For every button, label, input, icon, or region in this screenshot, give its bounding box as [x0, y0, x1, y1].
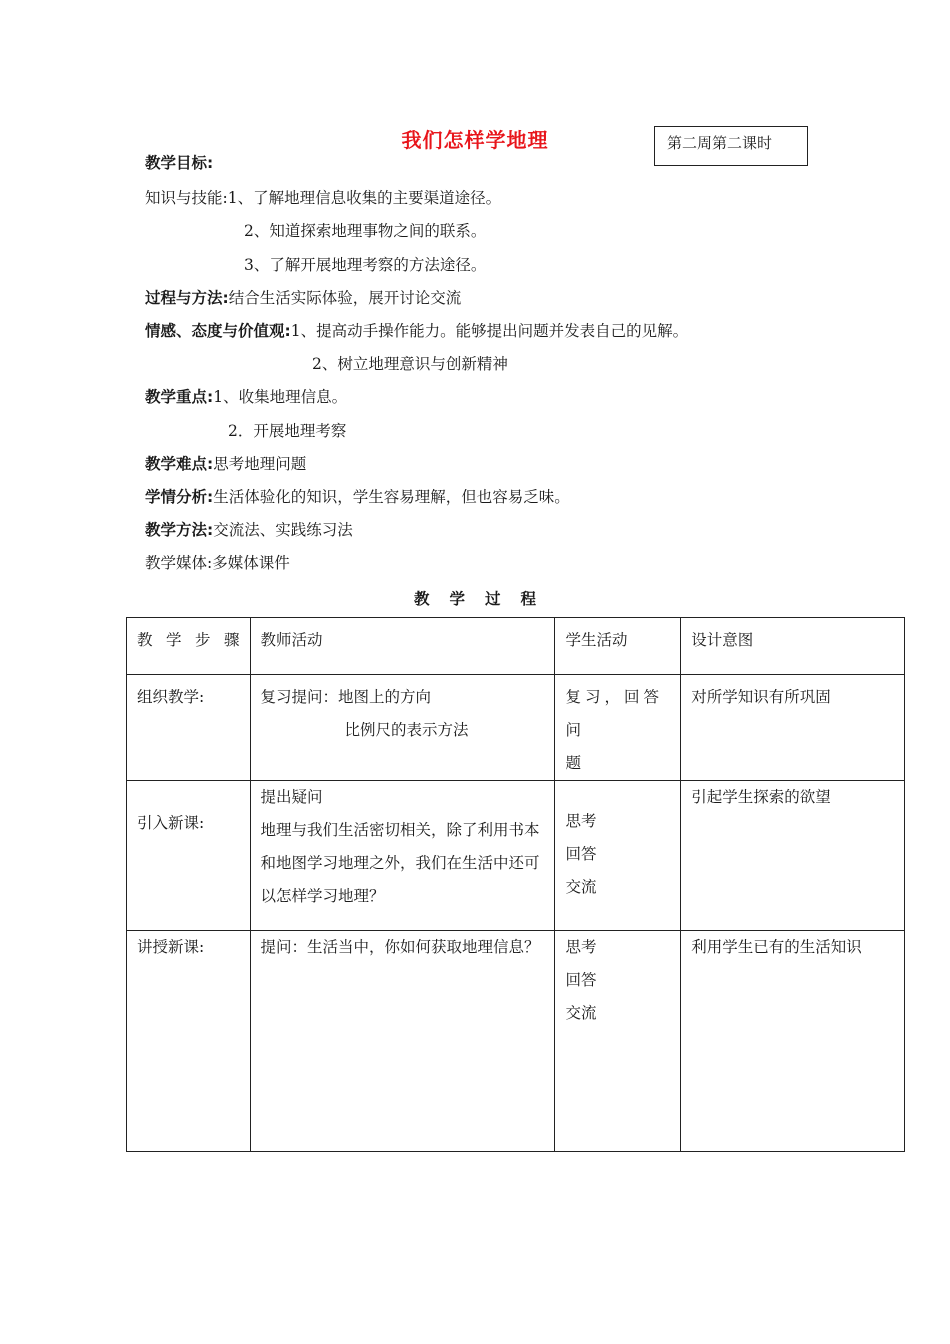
header-char: 教 [137, 631, 153, 649]
analysis-text: 生活体验化的知识，学生容易理解，但也容易乏味。 [213, 488, 570, 506]
title-char: 教 [413, 590, 430, 608]
method-line [145, 520, 353, 540]
analysis-line [145, 487, 570, 507]
header-char: 步 [195, 631, 211, 649]
analysis-label: 学情分析: [145, 488, 214, 506]
header-char: 骤 [224, 631, 240, 649]
table-row [127, 781, 905, 931]
title-char: 程 [520, 590, 537, 608]
header-design: 设计意图 [681, 618, 905, 675]
emotion-line [145, 321, 688, 341]
media-label: 教学媒体: [145, 554, 213, 572]
process-line [145, 288, 461, 308]
teacher-cell [250, 675, 555, 781]
media-text: 多媒体课件 [212, 554, 290, 572]
table-row [127, 675, 905, 781]
title-char: 过 [485, 590, 501, 608]
student-cell [555, 931, 681, 1152]
objectives-heading: 教学目标: [145, 154, 214, 172]
knowledge-item: 1、了解地理信息收集的主要渠道途径。 [227, 189, 502, 207]
emotion-item: 2、树立地理意识与创新精神 [312, 355, 508, 373]
student-line: 复习，回答问 [565, 688, 663, 739]
knowledge-item: 3、了解开展地理考察的方法途径。 [244, 256, 487, 274]
difficulty-line [145, 454, 306, 474]
design-cell: 引起学生探索的欲望 [681, 781, 905, 931]
method-label: 教学方法: [145, 521, 214, 539]
method-text: 交流法、实践练习法 [213, 521, 353, 539]
week-lesson-box: 第二周第二课时 [654, 126, 808, 166]
step-cell: 组织教学: [127, 675, 251, 781]
step-cell: 引入新课: [127, 781, 251, 931]
student-line: 回答 [565, 971, 597, 989]
key-point-item: 2．开展地理考察 [228, 422, 347, 440]
page-title: 我们怎样学地理 [401, 128, 549, 152]
teacher-line: 地理与我们生活密切相关，除了利用书本和地图学习地理之外，我们在生活中还可以怎样学习地理？ [260, 821, 540, 905]
step-cell: 讲授新课: [127, 931, 251, 1152]
student-line: 题 [565, 754, 581, 772]
process-text: 结合生活实际体验，展开讨论交流 [228, 289, 462, 307]
process-label: 过程与方法: [145, 289, 229, 307]
media-line [145, 553, 290, 573]
key-points-line [145, 387, 347, 407]
student-line: 思考 [565, 812, 597, 830]
difficulty-text: 思考地理问题 [213, 455, 307, 473]
student-line: 思考 [565, 938, 597, 956]
teacher-line: 提出疑问 [260, 788, 323, 806]
title-char: 学 [449, 590, 465, 608]
emotion-label: 情感、态度与价值观: [145, 322, 291, 340]
process-section-title [0, 587, 950, 609]
teacher-line: 比例尺的表示方法 [344, 721, 469, 739]
teacher-cell [250, 781, 555, 931]
design-cell: 对所学知识有所巩固 [681, 675, 905, 781]
emotion-item: 1、提高动手操作能力。能够提出问题并发表自己的见解。 [290, 322, 689, 340]
teacher-cell: 提问：生活当中，你如何获取地理信息？ [250, 931, 555, 1152]
key-point-item: 1、收集地理信息。 [213, 388, 348, 406]
header-char: 学 [166, 631, 182, 649]
student-cell [555, 781, 681, 931]
header-student: 学生活动 [555, 618, 681, 675]
student-cell [555, 675, 681, 781]
header-teacher: 教师活动 [250, 618, 555, 675]
table-header-row [127, 618, 905, 675]
lesson-process-table [126, 617, 905, 1152]
teacher-line: 复习提问：地图上的方向 [260, 688, 432, 706]
table-row [127, 931, 905, 1152]
header-step [127, 618, 251, 675]
knowledge-label: 知识与技能: [145, 189, 228, 207]
student-line: 交流 [565, 1004, 597, 1022]
knowledge-line [145, 188, 501, 208]
knowledge-item: 2、知道探索地理事物之间的联系。 [244, 222, 487, 240]
design-cell: 利用学生已有的生活知识 [681, 931, 905, 1152]
key-points-label: 教学重点: [145, 388, 214, 406]
student-line: 交流 [565, 878, 597, 896]
difficulty-label: 教学难点: [145, 455, 214, 473]
student-line: 回答 [565, 845, 597, 863]
